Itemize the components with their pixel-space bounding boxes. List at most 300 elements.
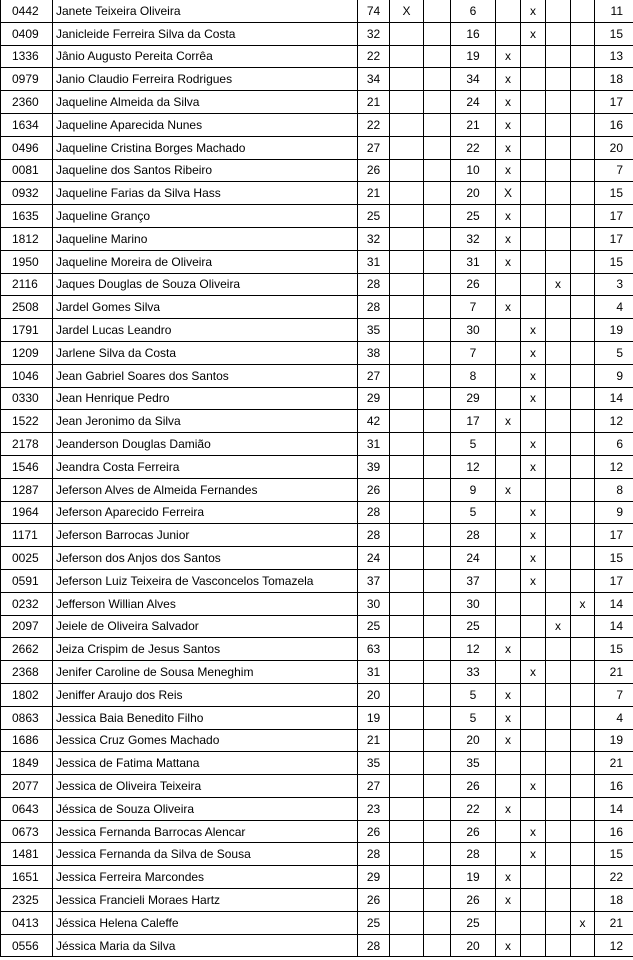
mark-cell-c [496, 319, 521, 342]
table-row [1, 341, 633, 364]
age-cell: 63 [358, 638, 390, 661]
mark-cell-c: x [496, 683, 521, 706]
id-cell: 1336 [1, 45, 53, 68]
mark-cell-b [424, 706, 451, 729]
score-cell: 25 [451, 205, 496, 228]
mark-cell-b [424, 455, 451, 478]
mark-cell-d: x [521, 820, 546, 843]
name-cell: Jaqueline Aparecida Nunes [53, 113, 358, 136]
table-row [1, 866, 633, 889]
mark-cell-d: x [521, 569, 546, 592]
mark-cell-a [390, 159, 424, 182]
id-cell: 0643 [1, 797, 53, 820]
table-row [1, 91, 633, 114]
table-row [1, 729, 633, 752]
age-cell: 26 [358, 820, 390, 843]
total-cell: 17 [595, 227, 633, 250]
table-row [1, 501, 633, 524]
total-cell: 15 [595, 843, 633, 866]
name-cell: Jaqueline Marino [53, 227, 358, 250]
table-row [1, 455, 633, 478]
table-row [1, 410, 633, 433]
mark-cell-e [546, 797, 571, 820]
mark-cell-e [546, 410, 571, 433]
name-cell: Jeandra Costa Ferreira [53, 455, 358, 478]
age-cell: 34 [358, 68, 390, 91]
score-cell: 25 [451, 911, 496, 934]
mark-cell-f [571, 820, 595, 843]
mark-cell-b [424, 615, 451, 638]
mark-cell-f [571, 501, 595, 524]
mark-cell-a [390, 592, 424, 615]
id-cell: 1209 [1, 341, 53, 364]
id-cell: 0025 [1, 547, 53, 570]
table-row [1, 524, 633, 547]
mark-cell-f [571, 250, 595, 273]
name-cell: Jardel Gomes Silva [53, 296, 358, 319]
total-cell: 12 [595, 455, 633, 478]
id-cell: 0330 [1, 387, 53, 410]
mark-cell-b [424, 592, 451, 615]
total-cell: 3 [595, 273, 633, 296]
mark-cell-e [546, 843, 571, 866]
name-cell: Jessica Baia Benedito Filho [53, 706, 358, 729]
mark-cell-a [390, 250, 424, 273]
mark-cell-d [521, 797, 546, 820]
table-row [1, 752, 633, 775]
id-cell: 2178 [1, 433, 53, 456]
mark-cell-a [390, 729, 424, 752]
mark-cell-a [390, 501, 424, 524]
name-cell: Jeanderson Douglas Damião [53, 433, 358, 456]
name-cell: Jaqueline dos Santos Ribeiro [53, 159, 358, 182]
mark-cell-a [390, 45, 424, 68]
mark-cell-f [571, 797, 595, 820]
age-cell: 28 [358, 501, 390, 524]
score-cell: 5 [451, 501, 496, 524]
mark-cell-f [571, 866, 595, 889]
mark-cell-d: x [521, 775, 546, 798]
mark-cell-e [546, 296, 571, 319]
table-row [1, 797, 633, 820]
table-row [1, 820, 633, 843]
name-cell: Jeferson dos Anjos dos Santos [53, 547, 358, 570]
mark-cell-c [496, 752, 521, 775]
mark-cell-d [521, 638, 546, 661]
mark-cell-a [390, 22, 424, 45]
score-cell: 26 [451, 775, 496, 798]
total-cell: 5 [595, 341, 633, 364]
total-cell: 9 [595, 364, 633, 387]
mark-cell-c [496, 341, 521, 364]
score-cell: 24 [451, 91, 496, 114]
name-cell: Janete Teixeira Oliveira [53, 0, 358, 22]
age-cell: 29 [358, 866, 390, 889]
mark-cell-f [571, 478, 595, 501]
id-cell: 0932 [1, 182, 53, 205]
mark-cell-c [496, 547, 521, 570]
mark-cell-e [546, 729, 571, 752]
score-cell: 9 [451, 478, 496, 501]
mark-cell-f [571, 775, 595, 798]
total-cell: 13 [595, 45, 633, 68]
mark-cell-e [546, 638, 571, 661]
table-row [1, 319, 633, 342]
total-cell: 15 [595, 547, 633, 570]
mark-cell-b [424, 820, 451, 843]
mark-cell-b [424, 524, 451, 547]
score-cell: 30 [451, 592, 496, 615]
mark-cell-d [521, 889, 546, 912]
id-cell: 0979 [1, 68, 53, 91]
mark-cell-d [521, 706, 546, 729]
mark-cell-b [424, 45, 451, 68]
mark-cell-a [390, 683, 424, 706]
mark-cell-a [390, 911, 424, 934]
mark-cell-b [424, 547, 451, 570]
mark-cell-b [424, 68, 451, 91]
mark-cell-d [521, 136, 546, 159]
age-cell: 24 [358, 547, 390, 570]
mark-cell-a [390, 387, 424, 410]
total-cell: 14 [595, 592, 633, 615]
name-cell: Jeiza Crispim de Jesus Santos [53, 638, 358, 661]
id-cell: 0863 [1, 706, 53, 729]
age-cell: 31 [358, 661, 390, 684]
id-cell: 0591 [1, 569, 53, 592]
age-cell: 28 [358, 843, 390, 866]
name-cell: Jefferson Willian Alves [53, 592, 358, 615]
mark-cell-b [424, 478, 451, 501]
name-cell: Jessica Ferreira Marcondes [53, 866, 358, 889]
table-row [1, 775, 633, 798]
mark-cell-a [390, 547, 424, 570]
mark-cell-f [571, 45, 595, 68]
mark-cell-e [546, 889, 571, 912]
table-row [1, 569, 633, 592]
mark-cell-c: x [496, 45, 521, 68]
mark-cell-c [496, 775, 521, 798]
age-cell: 26 [358, 889, 390, 912]
table-row [1, 113, 633, 136]
total-cell: 18 [595, 68, 633, 91]
mark-cell-a [390, 296, 424, 319]
score-cell: 26 [451, 273, 496, 296]
total-cell: 17 [595, 91, 633, 114]
mark-cell-f [571, 889, 595, 912]
name-cell: Jaqueline Moreira de Oliveira [53, 250, 358, 273]
score-cell: 29 [451, 387, 496, 410]
total-cell: 21 [595, 661, 633, 684]
id-cell: 1635 [1, 205, 53, 228]
mark-cell-b [424, 113, 451, 136]
total-cell: 12 [595, 934, 633, 957]
mark-cell-a [390, 455, 424, 478]
score-cell: 16 [451, 22, 496, 45]
mark-cell-a [390, 889, 424, 912]
mark-cell-f [571, 341, 595, 364]
mark-cell-b [424, 227, 451, 250]
mark-cell-a [390, 341, 424, 364]
mark-cell-c: x [496, 227, 521, 250]
total-cell: 17 [595, 524, 633, 547]
age-cell: 74 [358, 0, 390, 22]
mark-cell-d: x [521, 341, 546, 364]
table-row [1, 615, 633, 638]
mark-cell-b [424, 638, 451, 661]
age-cell: 27 [358, 136, 390, 159]
mark-cell-a [390, 273, 424, 296]
name-cell: Jeferson Aparecido Ferreira [53, 501, 358, 524]
mark-cell-f [571, 661, 595, 684]
age-cell: 20 [358, 683, 390, 706]
mark-cell-b [424, 91, 451, 114]
id-cell: 0409 [1, 22, 53, 45]
mark-cell-e [546, 68, 571, 91]
score-cell: 26 [451, 889, 496, 912]
age-cell: 21 [358, 91, 390, 114]
mark-cell-e [546, 478, 571, 501]
table-row [1, 364, 633, 387]
id-cell: 0413 [1, 911, 53, 934]
table-row [1, 182, 633, 205]
mark-cell-b [424, 22, 451, 45]
total-cell: 6 [595, 433, 633, 456]
mark-cell-f [571, 615, 595, 638]
mark-cell-b [424, 797, 451, 820]
mark-cell-d [521, 866, 546, 889]
mark-cell-b [424, 752, 451, 775]
name-cell: Jaqueline Cristina Borges Machado [53, 136, 358, 159]
mark-cell-d [521, 227, 546, 250]
score-cell: 19 [451, 866, 496, 889]
mark-cell-a [390, 797, 424, 820]
id-cell: 2662 [1, 638, 53, 661]
table-row [1, 205, 633, 228]
age-cell: 31 [358, 433, 390, 456]
mark-cell-d [521, 250, 546, 273]
mark-cell-b [424, 683, 451, 706]
total-cell: 14 [595, 615, 633, 638]
age-cell: 19 [358, 706, 390, 729]
mark-cell-a [390, 866, 424, 889]
total-cell: 12 [595, 410, 633, 433]
id-cell: 1046 [1, 364, 53, 387]
mark-cell-b [424, 661, 451, 684]
mark-cell-b [424, 0, 451, 22]
total-cell: 8 [595, 478, 633, 501]
score-cell: 24 [451, 547, 496, 570]
mark-cell-f [571, 683, 595, 706]
age-cell: 28 [358, 296, 390, 319]
mark-cell-c: x [496, 250, 521, 273]
age-cell: 32 [358, 227, 390, 250]
mark-cell-e [546, 592, 571, 615]
table-row [1, 296, 633, 319]
table-row [1, 227, 633, 250]
mark-cell-d [521, 752, 546, 775]
total-cell: 16 [595, 775, 633, 798]
mark-cell-a [390, 136, 424, 159]
mark-cell-c: x [496, 91, 521, 114]
total-cell: 19 [595, 319, 633, 342]
mark-cell-e [546, 45, 571, 68]
score-cell: 20 [451, 934, 496, 957]
mark-cell-d: x [521, 22, 546, 45]
total-cell: 17 [595, 569, 633, 592]
mark-cell-c [496, 501, 521, 524]
age-cell: 29 [358, 387, 390, 410]
mark-cell-c: x [496, 478, 521, 501]
mark-cell-b [424, 729, 451, 752]
mark-cell-e [546, 934, 571, 957]
mark-cell-f [571, 159, 595, 182]
age-cell: 42 [358, 410, 390, 433]
mark-cell-f [571, 0, 595, 22]
name-cell: Jessica Fernanda Barrocas Alencar [53, 820, 358, 843]
mark-cell-f [571, 569, 595, 592]
age-cell: 28 [358, 934, 390, 957]
age-cell: 21 [358, 182, 390, 205]
id-cell: 2116 [1, 273, 53, 296]
name-cell: Jessica Francieli Moraes Hartz [53, 889, 358, 912]
total-cell: 9 [595, 501, 633, 524]
total-cell: 17 [595, 205, 633, 228]
table-row [1, 45, 633, 68]
mark-cell-f [571, 136, 595, 159]
mark-cell-d [521, 729, 546, 752]
mark-cell-d [521, 91, 546, 114]
mark-cell-a [390, 775, 424, 798]
age-cell: 39 [358, 455, 390, 478]
score-cell: 10 [451, 159, 496, 182]
mark-cell-e: x [546, 615, 571, 638]
mark-cell-f [571, 934, 595, 957]
mark-cell-b [424, 934, 451, 957]
mark-cell-a [390, 410, 424, 433]
mark-cell-b [424, 501, 451, 524]
total-cell: 11 [595, 0, 633, 22]
mark-cell-f [571, 319, 595, 342]
score-cell: 12 [451, 638, 496, 661]
mark-cell-e [546, 364, 571, 387]
mark-cell-e [546, 501, 571, 524]
mark-cell-a [390, 569, 424, 592]
mark-cell-e [546, 22, 571, 45]
mark-cell-d [521, 182, 546, 205]
id-cell: 1287 [1, 478, 53, 501]
mark-cell-f [571, 296, 595, 319]
mark-cell-b [424, 159, 451, 182]
mark-cell-c [496, 364, 521, 387]
mark-cell-f [571, 547, 595, 570]
total-cell: 15 [595, 638, 633, 661]
id-cell: 2508 [1, 296, 53, 319]
mark-cell-c [496, 592, 521, 615]
mark-cell-e [546, 319, 571, 342]
mark-cell-c [496, 433, 521, 456]
total-cell: 21 [595, 752, 633, 775]
mark-cell-c: x [496, 410, 521, 433]
name-cell: Jânio Augusto Pereita Corrêa [53, 45, 358, 68]
mark-cell-e [546, 775, 571, 798]
mark-cell-c: x [496, 136, 521, 159]
score-cell: 19 [451, 45, 496, 68]
mark-cell-f: x [571, 911, 595, 934]
mark-cell-c [496, 569, 521, 592]
id-cell: 1849 [1, 752, 53, 775]
id-cell: 0496 [1, 136, 53, 159]
age-cell: 25 [358, 205, 390, 228]
table-row [1, 68, 633, 91]
table-row [1, 706, 633, 729]
score-cell: 6 [451, 0, 496, 22]
mark-cell-a [390, 205, 424, 228]
mark-cell-d [521, 478, 546, 501]
score-cell: 30 [451, 319, 496, 342]
table-row [1, 387, 633, 410]
name-cell: Jaques Douglas de Souza Oliveira [53, 273, 358, 296]
mark-cell-a [390, 615, 424, 638]
score-cell: 20 [451, 729, 496, 752]
mark-cell-a [390, 113, 424, 136]
mark-cell-d: x [521, 364, 546, 387]
mark-cell-d: x [521, 455, 546, 478]
name-cell: Jaqueline Almeida da Silva [53, 91, 358, 114]
score-cell: 25 [451, 615, 496, 638]
name-cell: Jessica de Oliveira Teixeira [53, 775, 358, 798]
mark-cell-c: x [496, 296, 521, 319]
table-row [1, 911, 633, 934]
name-cell: Janio Claudio Ferreira Rodrigues [53, 68, 358, 91]
mark-cell-c: x [496, 638, 521, 661]
mark-cell-a [390, 661, 424, 684]
mark-cell-f [571, 524, 595, 547]
id-cell: 1546 [1, 455, 53, 478]
total-cell: 4 [595, 296, 633, 319]
age-cell: 30 [358, 592, 390, 615]
mark-cell-b [424, 205, 451, 228]
mark-cell-e [546, 387, 571, 410]
name-cell: Jaqueline Farias da Silva Hass [53, 182, 358, 205]
mark-cell-e [546, 455, 571, 478]
mark-cell-e [546, 433, 571, 456]
age-cell: 21 [358, 729, 390, 752]
mark-cell-e [546, 524, 571, 547]
score-cell: 7 [451, 296, 496, 319]
mark-cell-a [390, 843, 424, 866]
age-cell: 22 [358, 45, 390, 68]
name-cell: Jarlene Silva da Costa [53, 341, 358, 364]
mark-cell-c: x [496, 706, 521, 729]
mark-cell-d [521, 159, 546, 182]
mark-cell-d: x [521, 661, 546, 684]
mark-cell-c [496, 273, 521, 296]
mark-cell-f [571, 113, 595, 136]
mark-cell-d [521, 273, 546, 296]
age-cell: 25 [358, 615, 390, 638]
mark-cell-b [424, 136, 451, 159]
mark-cell-d [521, 296, 546, 319]
table-row [1, 934, 633, 957]
score-cell: 5 [451, 433, 496, 456]
table-row [1, 478, 633, 501]
id-cell: 1634 [1, 113, 53, 136]
mark-cell-b [424, 273, 451, 296]
mark-cell-e [546, 752, 571, 775]
mark-cell-e [546, 547, 571, 570]
mark-cell-a: X [390, 0, 424, 22]
